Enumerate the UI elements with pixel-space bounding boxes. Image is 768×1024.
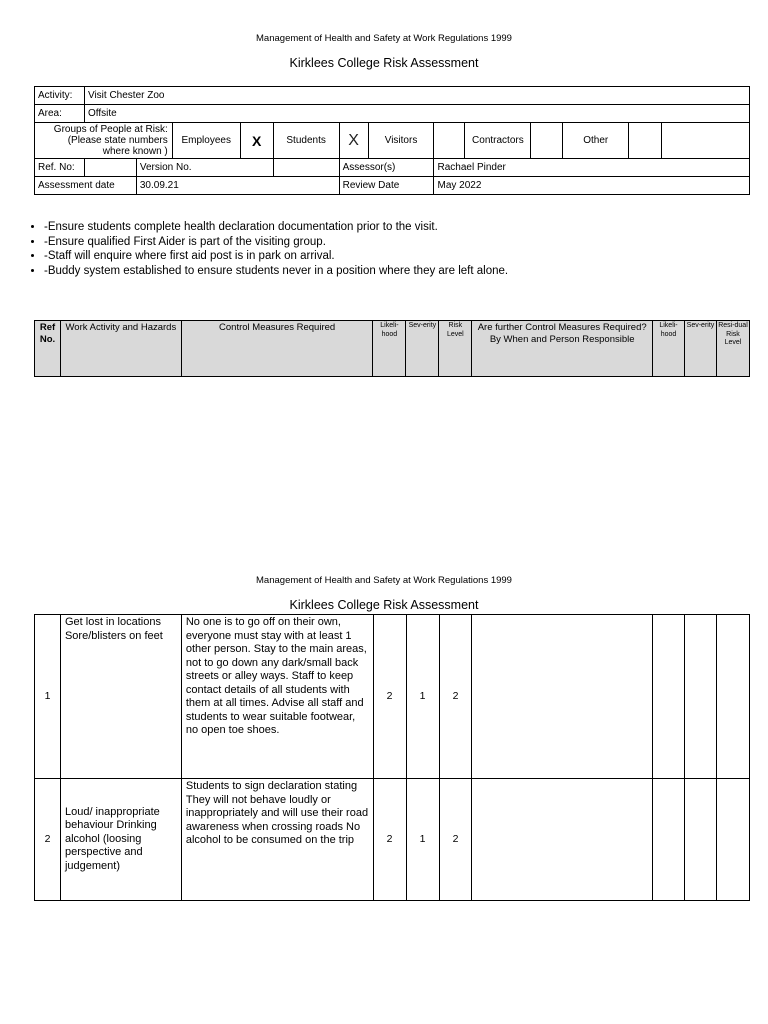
version-label: Version No. [136,159,273,177]
visitors-count [434,123,465,159]
assessor-label: Assessor(s) [339,159,434,177]
row-hazard: Loud/ inappropriate behaviour Drinking alcohol (loosing perspective and judgement) [60,779,181,901]
table-row [35,615,750,779]
groups-row [35,123,750,159]
assessment-date-value: 30.09.21 [136,177,339,195]
note-item: • -Ensure qualified First Aider is part of the visiting group. [44,235,742,250]
row-likelihood: 2 [373,615,406,779]
visitors-label: Visitors [368,123,434,159]
col-risk-level: Risk Level [439,321,472,377]
ref-label: Ref. No: [35,159,85,177]
note-item: • -Staff will enquire where first aid post is in park on arrival. [44,249,742,264]
row-severity: 1 [406,779,439,901]
row-likelihood: 2 [373,779,406,901]
students-label: Students [273,123,339,159]
version-value [273,159,339,177]
activity-label: Activity: [35,87,85,105]
area-label: Area: [35,105,85,123]
row-hazard: Get lost in locations Sore/blisters on feet [60,615,181,779]
employees-mark: X [240,123,273,159]
ref-row [35,159,750,177]
activity-value: Visit Chester Zoo [84,87,749,105]
row-risk-level: 2 [439,615,472,779]
regulations-heading-2: Management of Health and Safety at Work Regulations 1999 [256,575,512,586]
page-title: Kirklees College Risk Assessment [289,56,479,70]
col-further-measures: Are further Control Measures Required? By When and Person Responsible [472,321,653,377]
ref-value [84,159,136,177]
row-ref: 1 [35,615,61,779]
review-date-value: May 2022 [434,177,750,195]
row-further-measures [472,615,653,779]
row-control: Students to sign declaration stating They will not behave loudly or inappropriately and will use their road awareness when crossing roads No alcohol to be consumed on the trip [181,779,373,901]
row-control: No one is to go off on their own, everyone must stay with at least 1 other person. Stay to the main areas, not to go down any dark/small back streets or alley ways. Staff to keep contact details of all students with them at all times. Advise all staff and students to wear suitable footwear, no open toe shoes. [181,615,373,779]
review-date-label: Review Date [339,177,434,195]
row-likelihood-2 [653,779,685,901]
row-residual-risk [716,779,749,901]
row-risk-level: 2 [439,779,472,901]
assessor-value: Rachael Pinder [434,159,750,177]
row-severity: 1 [406,615,439,779]
activity-row [35,87,750,105]
col-activity: Work Activity and Hazards [60,321,181,377]
area-row [35,105,750,123]
risk-table [34,614,750,901]
row-further-measures [472,779,653,901]
note-item: • -Ensure students complete health declaration documentation prior to the visit. [44,220,742,235]
risk-column-header [34,320,750,377]
groups-label: Groups of People at Risk: (Please state numbers where known ) [35,123,173,159]
page-title-2: Kirklees College Risk Assessment [289,598,479,612]
col-likelihood-2: Likeli-hood [653,321,685,377]
col-control: Control Measures Required [181,321,373,377]
other-count [629,123,662,159]
students-mark: X [339,123,368,159]
col-ref: Ref No. [35,321,61,377]
date-row [35,177,750,195]
note-item: • -Buddy system established to ensure students never in a position where they are left alone. [44,264,742,279]
table-row [35,779,750,901]
col-residual-risk: Resi-dual Risk Level [716,321,749,377]
area-value: Offsite [84,105,749,123]
row-severity-2 [685,615,717,779]
row-severity-2 [685,779,717,901]
other-detail [662,123,750,159]
assessment-info-table [34,86,750,195]
row-residual-risk [716,615,749,779]
assessment-date-label: Assessment date [35,177,137,195]
row-likelihood-2 [653,615,685,779]
col-severity-2: Sev-erity [685,321,717,377]
col-likelihood: Likeli-hood [373,321,406,377]
employees-label: Employees [172,123,240,159]
row-ref: 2 [35,779,61,901]
regulations-heading: Management of Health and Safety at Work Regulations 1999 [256,33,512,44]
contractors-label: Contractors [465,123,531,159]
col-severity: Sev-erity [406,321,439,377]
other-label: Other [563,123,629,159]
notes-list [22,220,742,278]
contractors-count [531,123,563,159]
